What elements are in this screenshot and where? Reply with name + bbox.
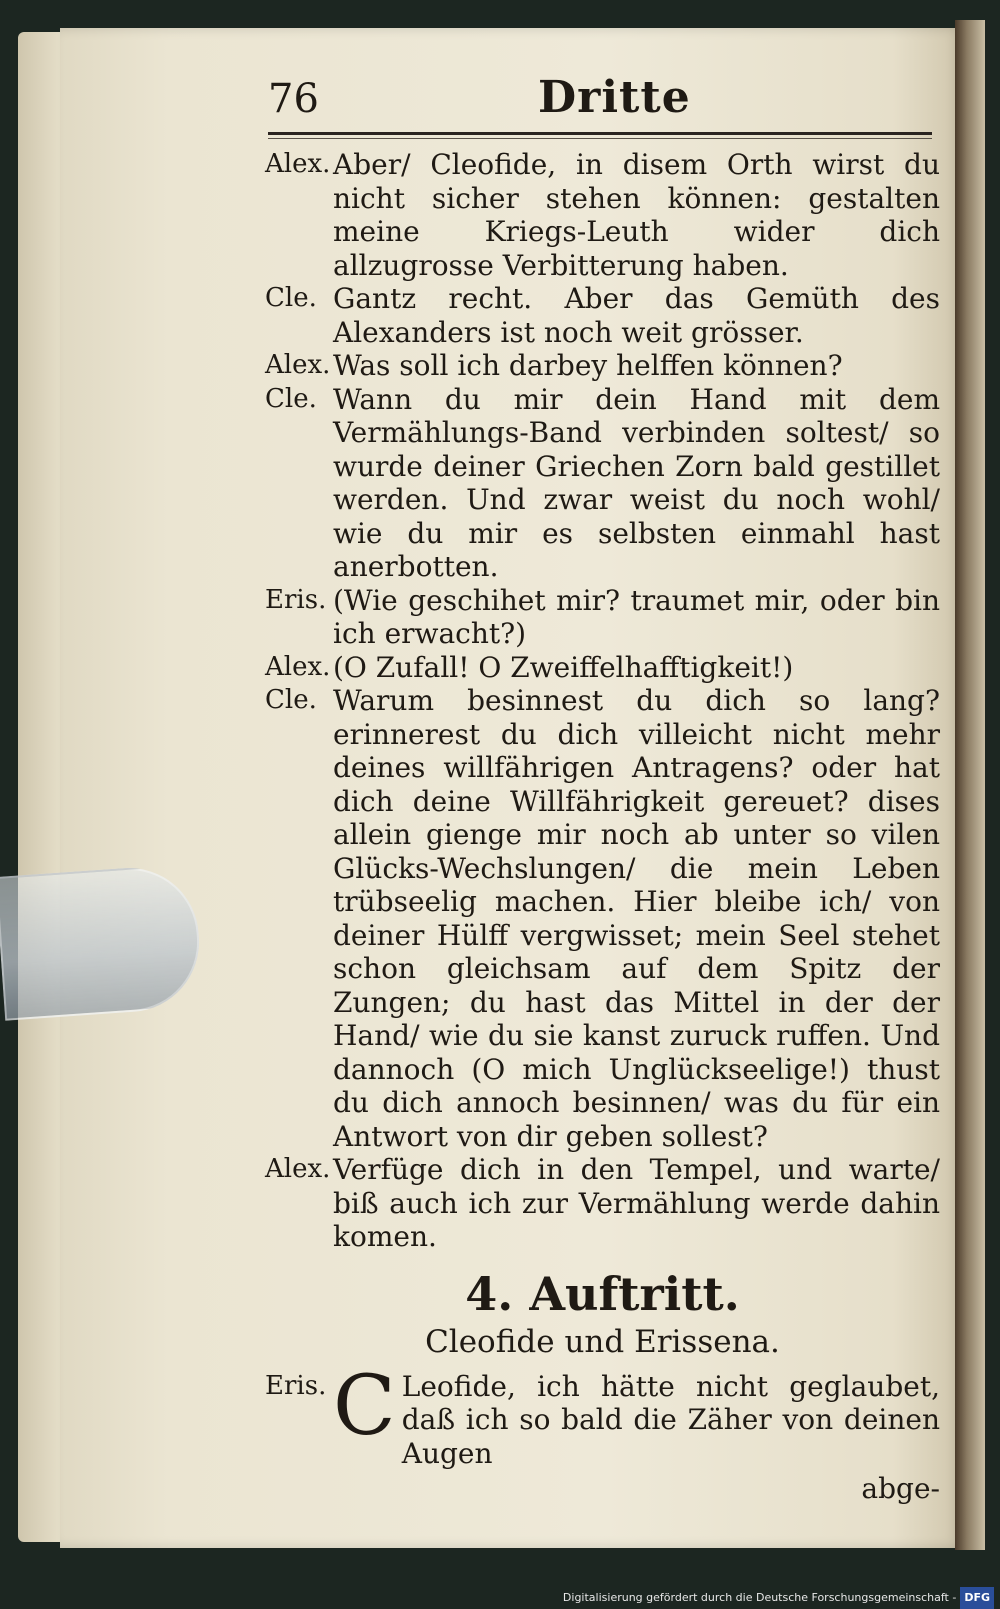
speaker-label: Alex.	[265, 149, 331, 179]
scene-title: 4. Auftritt.	[465, 1266, 740, 1321]
speaker-label: Eris.	[265, 584, 327, 615]
speech-text: Warum besinnest du dich so lang? erinnerest du dich villeicht nicht mehr deines willfährigen Antragens? oder hat dich deine Willfährigkeit gereuet? dises allein gienge mir noch ab unter so vilen Glücks-Wechslungen/ die mein Leben trübseelig machen. Hier bleibe ich/ von deiner Hülff vergwisset; mein Seel stehet schon gleichsam auf dem Spitz der Zungen; du hast das Mittel in der der Hand/ wie du sie kanst zuruck ruffen. Und dannoch (O mich Unglückseelige!) thust du dich annoch besinnen/ was du für ein Antwort von dir geben sollest?	[333, 684, 940, 1153]
page-number: 76	[268, 76, 319, 122]
scene-characters: Cleofide und Erissena.	[425, 1323, 780, 1360]
speech	[265, 584, 940, 651]
speaker-label: Alex.	[265, 651, 331, 682]
speech-text: Wann du mir dein Hand mit dem Vermählungs-Band verbinden soltest/ so wurde deiner Griechen Zorn bald gestillet werden. Und zwar weist du noch wohl/ wie du mir es selbsten einmahl hast anerbotten.	[333, 382, 940, 583]
dfg-logo: DFG	[960, 1587, 994, 1609]
speech-text: Gantz recht. Aber das Gemüth des Alexanders ist noch weit grösser.	[333, 282, 940, 349]
speech	[265, 148, 940, 282]
speech-text: Verfüge dich in den Tempel, und warte/ biß auch ich zur Vermählung werde dahin komen.	[333, 1153, 940, 1253]
speech-text: Leofide, ich hätte nicht geglaubet, daß ich so bald die Zäher von deinen Augen	[401, 1369, 940, 1470]
catchword: abge-	[861, 1472, 940, 1505]
speech	[265, 684, 940, 1153]
speech	[265, 1153, 940, 1254]
speech-text: (Wie geschihet mir? traumet mir, oder bin ich erwacht?)	[333, 583, 940, 650]
book-gutter	[955, 20, 985, 1550]
speaker-label: Alex.	[265, 1154, 331, 1184]
running-head	[268, 72, 928, 132]
speech	[265, 282, 940, 349]
speaker-label: Cle.	[265, 383, 317, 414]
speaker-label: Cle.	[265, 283, 317, 313]
speech	[265, 349, 940, 383]
speech-text-block	[333, 1358, 940, 1506]
footer-credit-text: Digitalisierung gefördert durch die Deutsche Forschungsgemeinschaft -	[562, 1591, 957, 1604]
speaker-label: Alex.	[265, 350, 331, 380]
speech	[265, 651, 940, 685]
drop-cap-initial: C	[333, 1358, 396, 1454]
running-title: Dritte	[538, 72, 691, 123]
footer-credit	[563, 1587, 994, 1609]
speech-text: Aber/ Cleofide, in disem Orth wirst du nicht sicher stehen können: gestalten meine Kriegs-Leuth wider dich allzugrosse Verbitterung haben.	[333, 148, 940, 282]
speech	[265, 1358, 940, 1506]
page-text	[265, 148, 940, 1506]
speech	[265, 383, 940, 584]
speech-text: Was soll ich darbey helffen können?	[333, 349, 843, 382]
speech-text: (O Zufall! O Zweiffelhafftigkeit!)	[333, 650, 794, 684]
header-rule-thin	[268, 138, 932, 139]
header-rule	[268, 132, 932, 135]
speaker-label: Cle.	[265, 685, 317, 715]
speaker-label: Eris.	[265, 1370, 327, 1401]
